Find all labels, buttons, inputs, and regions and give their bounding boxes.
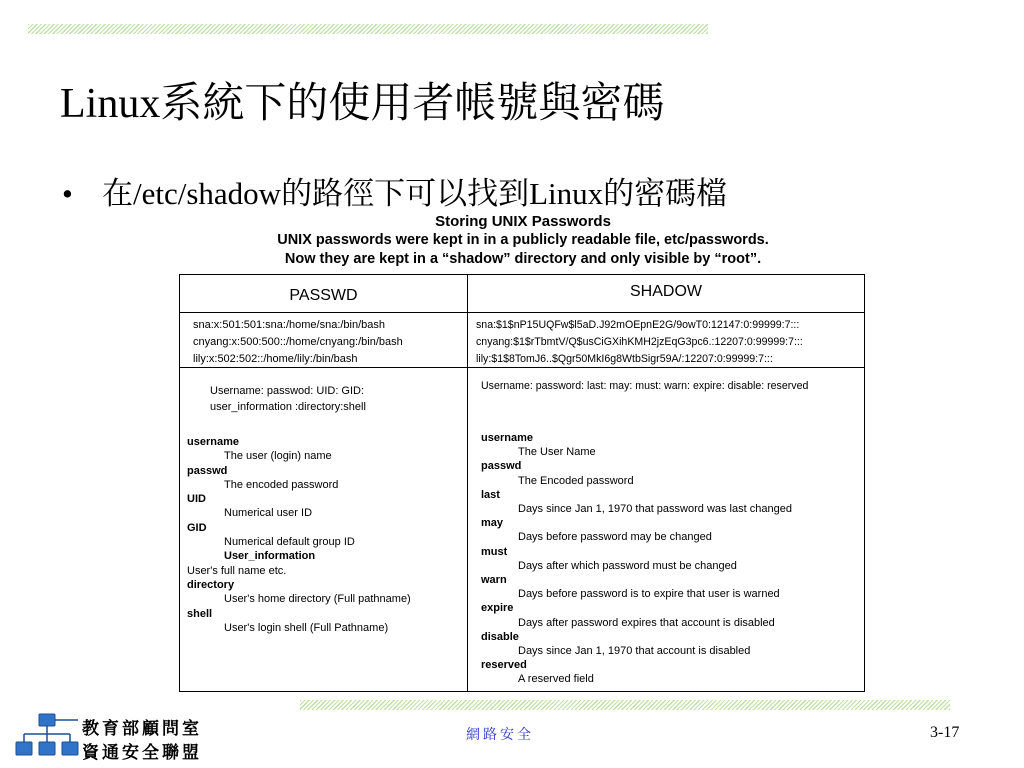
passwd-examples (193, 317, 403, 368)
field-description: Days before password is to expire that user is warned (518, 588, 780, 601)
field-description: User's full name etc. (187, 564, 287, 577)
passwd-example-line: lily:x:502:502::/home/lily:/bin/bash (193, 353, 358, 365)
field-name: GID (187, 521, 207, 534)
passwd-format-line: Username: passwod: UID: GID: (210, 385, 365, 397)
field-name: reserved (481, 659, 527, 672)
figure-subheading-1: UNIX passwords were kept in in a publicly readable file, etc/passwords. (277, 232, 769, 248)
field-name: passwd (481, 460, 522, 473)
field-name: shell (187, 607, 213, 620)
field-description: Numerical default group ID (224, 536, 355, 549)
passwd-example-line: cnyang:x:500:500::/home/cnyang:/bin/bash (193, 336, 403, 348)
field-name: last (481, 488, 500, 501)
shadow-example-line: lily:$1$8TomJ6..$Qgr50MkI6g8WtbSigr59A/:12207:0:99999:7::: (476, 353, 773, 365)
field-name: may (481, 517, 504, 530)
shadow-example-line: cnyang:$1$rTbmtV/Q$usCiGXihKMH2jzEqG3pc6.:12207:0:99999:7::: (476, 336, 803, 348)
field-description: User's home directory (Full pathname) (224, 593, 411, 606)
field-description: The Encoded password (518, 474, 634, 487)
row-divider (180, 312, 864, 313)
field-description: User's login shell (Full Pathname) (224, 621, 389, 634)
field-name: disable (481, 630, 519, 643)
bullet-text: 在/etc/shadow的路徑下可以找到Linux的密碼檔 (102, 176, 728, 211)
field-description: Days after which password must be changed (518, 559, 737, 572)
page-number: 3-17 (930, 724, 960, 741)
shadow-example-line: sna:$1$nP15UQFw$l5aD.J92mOEpnE2G/9owT0:12147:0:99999:7::: (476, 319, 800, 331)
passwd-shadow-table (179, 274, 865, 692)
network-logo-icon (14, 712, 80, 758)
shadow-column-header: SHADOW (630, 283, 702, 300)
slide-title: Linux系統下的使用者帳號與密碼 (60, 81, 665, 127)
passwd-column-header: PASSWD (289, 287, 358, 304)
shadow-format: Username: password: last: may: must: warn: expire: disable: reserved (481, 380, 809, 392)
passwd-example-line: sna:x:501:501:sna:/home/sna:/bin/bash (193, 319, 386, 331)
field-name: username (481, 432, 533, 444)
field-description: The encoded password (224, 478, 339, 491)
field-name: directory (187, 578, 235, 591)
field-name: expire (481, 602, 514, 615)
field-name: must (481, 545, 508, 558)
column-divider (467, 275, 468, 691)
field-description: Days since Jan 1, 1970 that password was last changed (518, 503, 792, 516)
org-name-line1: 教育部顧問室 (82, 719, 202, 739)
field-name: User_information (224, 550, 316, 563)
shadow-examples (476, 317, 803, 368)
field-description: The User Name (518, 446, 596, 459)
org-name-line2: 資通安全聯盟 (82, 743, 202, 763)
field-name: username (187, 436, 239, 448)
figure-subheading-2: Now they are kept in a “shadow” directory and only visible by “root”. (284, 251, 762, 267)
top-hatch-bar (28, 24, 708, 34)
passwd-field-list (187, 435, 411, 635)
field-description: Numerical user ID (224, 507, 313, 520)
bottom-hatch-bar (300, 700, 950, 710)
field-name: UID (187, 493, 206, 506)
figure-heading: Storing UNIX Passwords (435, 213, 611, 230)
bullet-item (62, 168, 727, 213)
field-description: Days after password expires that account is disabled (518, 616, 775, 629)
course-name: 網路安全 (466, 728, 534, 743)
field-description: The user (login) name (224, 450, 332, 463)
field-name: warn (481, 574, 507, 587)
field-description: A reserved field (518, 673, 594, 686)
field-name: passwd (187, 464, 228, 477)
field-description: Days since Jan 1, 1970 that account is disabled (518, 645, 751, 658)
passwd-format-line: user_information :directory:shell (210, 401, 366, 413)
bullet-dot: • (62, 176, 73, 211)
field-description: Days before password may be changed (518, 531, 712, 544)
shadow-field-list (481, 431, 792, 687)
passwd-format (210, 383, 410, 415)
